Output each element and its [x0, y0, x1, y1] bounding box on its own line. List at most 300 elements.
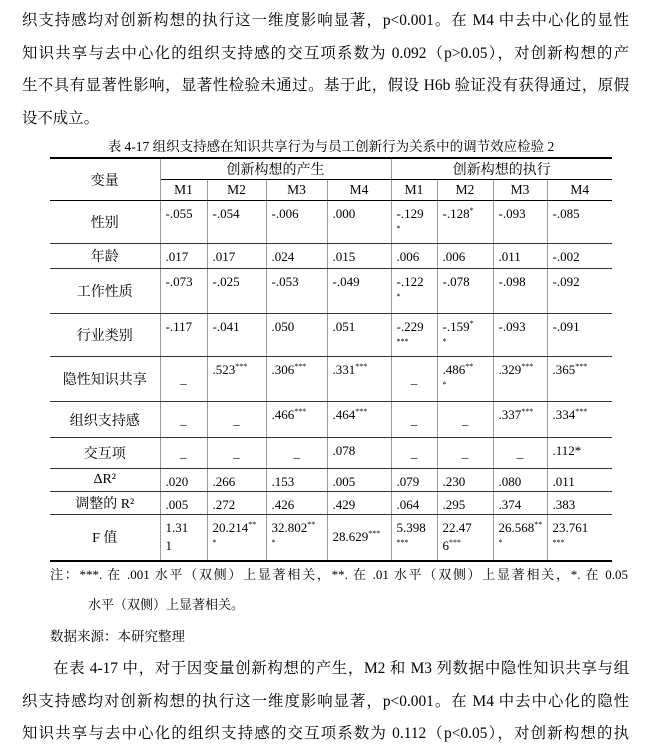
cell-line-wrapped: [213, 537, 264, 555]
cell-line: [499, 406, 545, 424]
cell-value: .011: [498, 249, 521, 264]
row-label: 组织支持感: [50, 402, 160, 438]
cell-line: [213, 361, 264, 379]
cell-line-wrapped: [166, 537, 205, 555]
cell-line: [553, 442, 611, 460]
cell-line: [272, 248, 325, 266]
cell-value: .017: [212, 249, 236, 264]
cell-value: .334: [552, 407, 576, 422]
cell-line: [166, 273, 205, 291]
table-cell: [547, 357, 612, 402]
cell-value: .064: [396, 497, 420, 512]
body-text-line: 织支持感均对创新构想的执行这一维度影响显著，p<0.001。在 M4 中去中心化的隐性: [22, 692, 629, 710]
table-row: [50, 402, 612, 438]
table-cell: [207, 314, 266, 357]
table-cell: [327, 469, 391, 492]
cell-value: .230: [442, 474, 466, 489]
cell-value: -.092: [552, 274, 580, 289]
cell-value: 22.47: [442, 520, 472, 536]
table-cell: [391, 402, 437, 438]
table-row: [50, 314, 612, 357]
table-cell: [493, 469, 547, 492]
table-cell: [437, 469, 493, 492]
row-label: ΔR²: [50, 469, 160, 492]
cell-value: .079: [396, 474, 420, 489]
cell-value: .365: [552, 362, 576, 377]
cell-value: -.049: [332, 274, 360, 289]
cell-value: -.122: [396, 274, 424, 289]
cell-line: [272, 361, 325, 379]
cell-line: [166, 496, 205, 514]
table-cell: [327, 492, 391, 515]
cell-value: 1.31: [165, 520, 189, 536]
cell-significance-wrapped: *: [442, 337, 447, 346]
cell-line: [443, 496, 491, 514]
table-cell: [437, 492, 493, 515]
cell-value: -.093: [498, 206, 526, 221]
table-cell: [493, 201, 547, 244]
model-header: M4: [327, 180, 391, 201]
regression-table: [50, 157, 612, 562]
cell-value: -.085: [552, 206, 580, 221]
body-text-line: 知识共享与去中心化的组织支持感的交互项系数为 0.092（p>0.05），对创新构想的产: [22, 44, 629, 62]
table-cell: [493, 515, 547, 561]
cell-significance-wrapped: ***: [449, 538, 461, 548]
cell-line: [213, 205, 264, 223]
cell-value: _: [180, 445, 187, 460]
header-variable: 变量: [50, 158, 160, 201]
body-text-line: 在表 4-17 中，对于因变量创新构想的产生，M2 和 M3 列数据中隐性知识共享与组: [53, 660, 629, 677]
cell-line: [333, 205, 389, 223]
cell-line: [499, 273, 545, 291]
cell-value: -.159: [442, 319, 470, 334]
table-cell: [547, 492, 612, 515]
table-cell: [547, 269, 612, 314]
cell-value: -.055: [165, 206, 193, 221]
table-body: [50, 201, 612, 561]
table-cell: [160, 438, 207, 469]
table-cell: [266, 469, 327, 492]
group-header-generation: 创新构想的产生: [160, 158, 391, 180]
cell-value: .429: [332, 497, 356, 512]
table-cell: [160, 469, 207, 492]
cell-value: 23.761: [552, 520, 589, 536]
cell-value: _: [410, 411, 418, 427]
cell-value: -.053: [271, 274, 299, 289]
cell-line: [208, 411, 266, 429]
table-cell: [207, 244, 266, 269]
cell-value: 20.214: [212, 520, 249, 536]
table-cell: [391, 438, 437, 469]
table-cell: [207, 357, 266, 402]
table-cell: [547, 402, 612, 438]
cell-value: -.041: [212, 319, 240, 334]
table-cell: [207, 492, 266, 515]
table-cell: [391, 314, 437, 357]
cell-line: [213, 273, 264, 291]
table-cell: [266, 314, 327, 357]
cell-value: _: [233, 445, 240, 460]
cell-line-wrapped: [397, 223, 435, 241]
cell-line: [161, 444, 207, 462]
table-cell: [160, 402, 207, 438]
cell-value: .426: [271, 497, 295, 512]
cell-line: [499, 519, 545, 537]
cell-value: .464: [332, 407, 356, 422]
cell-line-wrapped: [499, 537, 545, 555]
table-cell: [437, 201, 493, 244]
table-cell: [391, 469, 437, 492]
cell-value: -.025: [212, 274, 240, 289]
table-row: [50, 438, 612, 469]
cell-significance-wrapped: *: [396, 292, 401, 301]
row-label: 交互项: [50, 438, 160, 469]
cell-line: [272, 496, 325, 514]
cell-value: 28.629: [332, 529, 369, 545]
table-cell: [266, 438, 327, 469]
cell-significance: **: [307, 520, 316, 530]
body-text-line: 织支持感均对创新构想的执行这一维度影响显著，p<0.001。在 M4 中去中心化的显性: [22, 12, 629, 29]
cell-line: [272, 519, 325, 537]
cell-line-wrapped: [443, 537, 491, 555]
table-header-row: [50, 158, 612, 180]
table-cell: [437, 357, 493, 402]
model-header: M3: [266, 180, 327, 201]
cell-value: -.229: [396, 319, 424, 334]
cell-line: [333, 528, 389, 546]
cell-value-wrapped: 6: [442, 538, 449, 554]
cell-value: -.093: [498, 319, 526, 334]
cell-line: [443, 205, 491, 223]
cell-significance: ***: [355, 362, 368, 371]
cell-line: [392, 370, 437, 388]
cell-value: -.054: [212, 206, 240, 221]
cell-line: [553, 318, 611, 336]
cell-line: [161, 411, 207, 429]
table-cell: [327, 402, 391, 438]
model-header: M1: [391, 180, 437, 201]
model-header: M3: [493, 180, 547, 201]
cell-value: .266: [212, 474, 236, 489]
cell-line: [267, 444, 327, 462]
cell-line: [397, 473, 435, 491]
cell-significance-wrapped: ***: [396, 337, 409, 346]
cell-value: .272: [212, 497, 236, 512]
cell-line: [494, 444, 547, 462]
cell-significance-wrapped: *: [396, 224, 401, 233]
cell-line: [438, 444, 493, 462]
cell-value: _: [410, 371, 418, 386]
cell-value: .024: [271, 249, 295, 264]
table-row: [50, 244, 612, 269]
cell-significance: ***: [294, 407, 307, 416]
row-label: 工作性质: [50, 269, 160, 314]
cell-line: [443, 273, 491, 291]
table-cell: [493, 314, 547, 357]
cell-line: [397, 273, 435, 291]
cell-value: -.117: [165, 319, 193, 334]
cell-significance: **: [534, 520, 543, 530]
table-row: [50, 492, 612, 515]
table-cell: [160, 357, 207, 402]
table-cell: [493, 244, 547, 269]
cell-value: -.073: [165, 274, 193, 289]
cell-value: .523: [212, 362, 236, 377]
cell-line: [443, 519, 491, 537]
table-cell: [327, 244, 391, 269]
model-header: M1: [160, 180, 207, 201]
cell-value: .078: [332, 443, 356, 458]
cell-line: [397, 205, 435, 223]
table-cell: [207, 469, 266, 492]
cell-line: [553, 205, 611, 223]
cell-line: [208, 444, 266, 462]
cell-line: [443, 248, 491, 266]
table-cell: [160, 244, 207, 269]
cell-value: 32.802: [271, 520, 308, 536]
table-cell: [207, 402, 266, 438]
cell-value: .153: [271, 474, 295, 489]
table-cell: [327, 314, 391, 357]
cell-line: [397, 318, 435, 336]
cell-value: -.091: [552, 319, 580, 334]
cell-value: .329: [498, 362, 522, 377]
table-cell: [547, 438, 612, 469]
table-cell: [391, 201, 437, 244]
cell-line: [397, 248, 435, 266]
cell-value: .015: [332, 249, 356, 264]
table-cell: [207, 201, 266, 244]
cell-significance: *: [469, 206, 474, 215]
cell-line: [499, 205, 545, 223]
cell-value: .466: [271, 407, 295, 422]
data-source-note: 数据来源：本研究整理: [50, 629, 185, 644]
cell-line: [392, 411, 437, 429]
cell-significance: **: [248, 520, 257, 530]
table-cell: [327, 438, 391, 469]
cell-value: .295: [442, 497, 466, 512]
cell-line: [333, 496, 389, 514]
cell-value: .017: [165, 249, 189, 264]
cell-significance-wrapped: *: [442, 380, 447, 389]
row-label: F 值: [50, 515, 160, 561]
cell-value: .080: [498, 474, 522, 489]
cell-line: [272, 473, 325, 491]
cell-line: [213, 496, 264, 514]
table-cell: [391, 492, 437, 515]
cell-line: [272, 406, 325, 424]
cell-value: _: [461, 411, 469, 427]
cell-significance: ***: [575, 362, 588, 371]
cell-line-wrapped: [397, 336, 435, 354]
table-cell: [493, 492, 547, 515]
cell-value: 5.398: [396, 520, 426, 536]
cell-line: [166, 318, 205, 336]
table-cell: [327, 357, 391, 402]
cell-line: [553, 361, 611, 379]
table-cell: [547, 515, 612, 561]
cell-line: [499, 473, 545, 491]
cell-significance: ***: [294, 362, 307, 371]
cell-value: _: [516, 445, 524, 460]
row-label: 行业类别: [50, 314, 160, 357]
cell-line: [272, 273, 325, 291]
table-row: [50, 269, 612, 314]
row-label: 隐性知识共享: [50, 357, 160, 402]
table-cell: [437, 402, 493, 438]
table-cell: [493, 402, 547, 438]
cell-value: .005: [165, 497, 189, 512]
table-cell: [327, 515, 391, 561]
cell-line: [166, 205, 205, 223]
cell-line: [397, 519, 435, 537]
cell-line: [553, 519, 611, 537]
row-label: 年龄: [50, 244, 160, 269]
cell-line: [553, 406, 611, 424]
cell-value: .374: [498, 497, 522, 512]
cell-line-wrapped: [443, 336, 491, 354]
row-label: 调整的 R²: [50, 492, 160, 515]
cell-line: [333, 361, 389, 379]
table-cell: [266, 244, 327, 269]
cell-value: .005: [332, 474, 356, 489]
table-cell: [327, 269, 391, 314]
cell-line: [166, 248, 205, 266]
table-cell: [160, 201, 207, 244]
cell-line: [333, 273, 389, 291]
cell-significance: *: [469, 319, 474, 328]
body-text-line: 知识共享与去中心化的组织支持感的交互项系数为 0.112（p<0.05），对创新构想的执: [22, 725, 629, 742]
cell-line: [499, 318, 545, 336]
table-footnote-line: 注：***. 在 .001 水平（双侧）上显著相关，**. 在 .01 水平（双侧）上显著相关，*. 在 0.05: [50, 567, 628, 582]
cell-line: [553, 496, 611, 514]
cell-value: _: [461, 445, 469, 460]
cell-significance: **: [465, 362, 474, 371]
cell-value-wrapped: 1: [165, 538, 172, 554]
cell-significance-wrapped: *: [271, 538, 276, 548]
model-header: M2: [437, 180, 493, 201]
cell-significance: ***: [575, 407, 588, 416]
cell-significance: ***: [355, 407, 368, 416]
table-cell: [437, 515, 493, 561]
cell-value: _: [180, 411, 187, 427]
table-cell: [547, 244, 612, 269]
table-cell: [160, 515, 207, 561]
cell-line: [443, 318, 491, 336]
cell-line: [499, 248, 545, 266]
table-cell: [266, 402, 327, 438]
table-cell: [437, 438, 493, 469]
cell-significance: ***: [368, 529, 381, 539]
cell-value: .306: [271, 362, 295, 377]
table-cell: [266, 492, 327, 515]
cell-line-wrapped: [272, 537, 325, 555]
cell-line: [333, 318, 389, 336]
cell-value: -.006: [271, 206, 299, 221]
cell-value: -.002: [552, 249, 580, 264]
cell-value: .337: [498, 407, 522, 422]
table-cell: [327, 201, 391, 244]
row-label: 性别: [50, 201, 160, 244]
cell-line-wrapped: [397, 291, 435, 309]
table-cell: [391, 269, 437, 314]
cell-value: .050: [271, 319, 295, 334]
cell-line: [272, 318, 325, 336]
table-cell: [266, 515, 327, 561]
cell-value: _: [233, 411, 240, 427]
table-cell: [391, 357, 437, 402]
cell-significance-wrapped: ***: [552, 538, 565, 548]
table-cell: [547, 469, 612, 492]
cell-line: [553, 273, 611, 291]
table-footnote-line: 水平（双侧）上显著相关。: [88, 597, 245, 612]
cell-value: .383: [552, 497, 576, 512]
model-header: M4: [547, 180, 612, 201]
cell-line: [397, 496, 435, 514]
table-cell: [547, 314, 612, 357]
table-cell: [493, 357, 547, 402]
model-header: M2: [207, 180, 266, 201]
cell-significance-wrapped: *: [498, 538, 503, 548]
cell-line: [499, 496, 545, 514]
table-cell: [547, 201, 612, 244]
table-cell: [160, 314, 207, 357]
cell-line-wrapped: [397, 537, 435, 555]
cell-value: -.078: [442, 274, 470, 289]
cell-value: .006: [442, 249, 466, 264]
cell-significance: ***: [521, 407, 534, 416]
cell-line: [166, 473, 205, 491]
cell-line: [161, 370, 207, 388]
cell-line: [553, 473, 611, 491]
table-cell: [207, 438, 266, 469]
table-cell: [160, 269, 207, 314]
table-cell: [266, 201, 327, 244]
cell-value: -.098: [498, 274, 526, 289]
table-cell: [207, 515, 266, 561]
cell-value: .112*: [552, 443, 582, 458]
cell-line: [443, 361, 491, 379]
cell-line: [499, 361, 545, 379]
body-text-line: 生不具有显著性影响，显著性检验未通过。基于此，假设 H6b 验证没有获得通过，原假: [22, 77, 629, 94]
body-text-line: 设不成立。: [22, 109, 99, 127]
table-cell: [160, 492, 207, 515]
cell-value: 26.568: [498, 520, 535, 536]
table-cell: [391, 244, 437, 269]
cell-line: [213, 519, 264, 537]
cell-value: .051: [332, 319, 356, 334]
table-cell: [266, 269, 327, 314]
cell-significance: ***: [235, 362, 248, 371]
table-row: [50, 357, 612, 402]
cell-line: [272, 205, 325, 223]
cell-value: -.129: [396, 206, 424, 221]
table-row: [50, 515, 612, 561]
table-row: [50, 469, 612, 492]
cell-line-wrapped: [553, 537, 611, 555]
cell-line: [553, 248, 611, 266]
cell-value: _: [410, 445, 418, 460]
cell-value: .020: [165, 474, 189, 489]
table-cell: [493, 269, 547, 314]
cell-line: [438, 411, 493, 429]
cell-value: _: [293, 445, 300, 460]
table-cell: [437, 314, 493, 357]
cell-value: .006: [396, 249, 420, 264]
table-caption: 表 4-17 组织支持感在知识共享行为与员工创新行为关系中的调节效应检验 2: [107, 139, 555, 154]
table-cell: [266, 357, 327, 402]
cell-line-wrapped: [443, 379, 491, 397]
